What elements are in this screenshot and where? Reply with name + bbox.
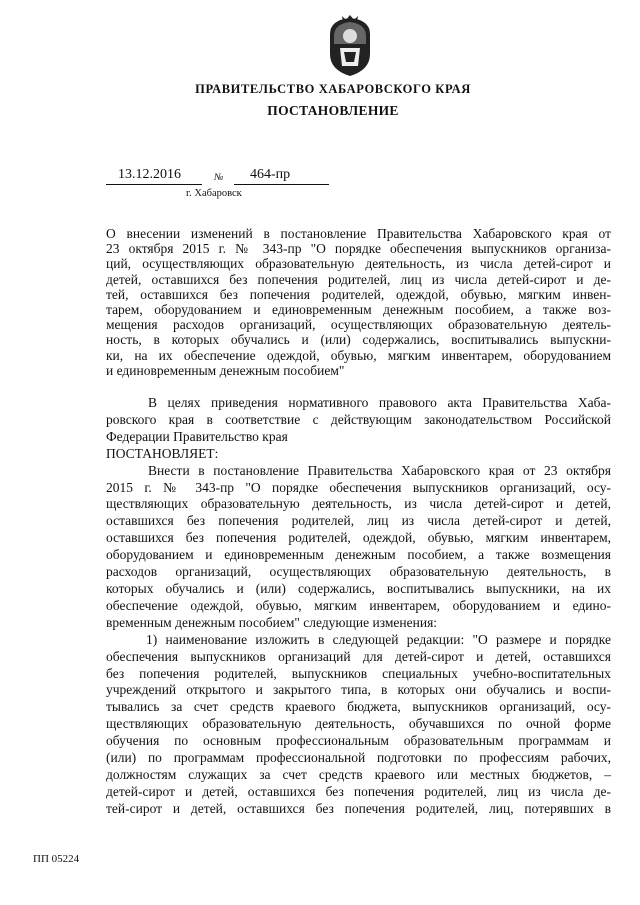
paragraph-line: учреждений открытого и закрытого типа, в которых они обучались и воспи- [106, 682, 611, 698]
subject-line: ки, на их обеспечение одеждой, обувью, мягким инвентарем, оборудованием [106, 347, 611, 363]
paragraph-line: (или) по программам профессиональной подготовки по профессиям рабочих, [106, 750, 611, 766]
paragraph-line: обеспечение одеждой, обувью, мягким инвентарем, оборудованием и едино- [106, 597, 611, 613]
document-subject [106, 226, 611, 378]
paragraph-line: 1) наименование изложить в следующей редакции: "О размере и порядке [146, 631, 611, 647]
preamble-line: В целях приведения нормативного правового акта Правительства Хаба- [148, 395, 611, 410]
paragraph-line: без попечения родителей, выпускников специальных учебно-воспитательных [106, 665, 611, 681]
subject-line: 23 октября 2015 г. № 343-пр "О порядке обеспечения выпускников организа- [106, 241, 611, 257]
government-name: ПРАВИТЕЛЬСТВО ХАБАРОВСКОГО КРАЯ [195, 82, 471, 96]
paragraph-line: временным денежным пособием" следующие изменения: [106, 614, 438, 630]
paragraph-line: оставшихся без попечения родителей, лиц из числа детей-сирот и детей, [106, 513, 611, 529]
paragraph-line: обучения по основным профессиональным образовательным программам и [106, 733, 611, 749]
paragraph-line: обеспечения выпускников организаций для детей-сирот и детей, оставшихся [106, 648, 611, 664]
coat-of-arms-emblem [324, 14, 376, 78]
paragraph-line: тывались за счет средств краевого бюджета, выпускников организаций, осу- [106, 699, 611, 715]
document-stamp-code: ПП 05224 [33, 853, 80, 865]
paragraph-line: Внести в постановление Правительства Хабаровского края от 23 октября [148, 462, 611, 478]
paragraph-line: которых обучались и (или) содержались, воспитывались выпускники, на их [106, 580, 611, 596]
subject-line: тарем, оборудованием и единовременным денежным пособием, а также воз- [106, 302, 611, 318]
subject-line: ций, осуществляющих образовательную деятельность, из числа детей-сирот и [106, 256, 611, 272]
decree-word: ПОСТАНОВЛЯЕТ: [106, 445, 219, 461]
document-city: г. Хабаровск [186, 188, 242, 199]
paragraph-line: ществляющих образовательную деятельность, из числа детей-сирот и детей, [106, 496, 611, 512]
paragraph-line: расходов организаций, осуществляющих образовательную деятельность, в [106, 564, 611, 580]
subject-line: детей, оставшихся без попечения родителей, лиц из числа детей-сирот и де- [106, 271, 611, 287]
subject-line: О внесении изменений в постановление Правительства Хабаровского края от [106, 226, 611, 241]
preamble-line: Федерации Правительство края [106, 428, 288, 444]
preamble-line: ровского края в соответствие с действующим законодательством Российской [106, 411, 611, 427]
document-date: 13.12.2016 [106, 167, 202, 185]
paragraph-line: 2015 г. № 343-пр "О порядке обеспечения выпускников организаций, осу- [106, 479, 611, 495]
paragraph-line: тей-сирот и детей, оставшихся без попечения родителей, лиц, потерявших в [106, 800, 611, 816]
paragraph-line: оборудованием и единовременным денежным пособием, а также возмещения [106, 547, 611, 563]
subject-line: тей, оставшихся без попечения родителей, одеждой, обувью, мягким инвен- [106, 286, 611, 302]
paragraph-line: детей-сирот и детей, оставшихся без попечения родителей, лиц из числа де- [106, 783, 611, 799]
subject-line: мещения расходов организаций, осуществляющих образовательную деятель- [106, 317, 611, 333]
subject-line: ность, в которых обучались и (или) содержались, воспитывались выпускни- [106, 332, 611, 348]
document-kind: ПОСТАНОВЛЕНИЕ [267, 103, 399, 118]
paragraph-line: ществляющих образовательную деятельность, обучавшихся по очной форме [106, 716, 611, 732]
document-number: 464-пр [234, 167, 329, 185]
document-body [106, 395, 611, 818]
number-sign: № [214, 172, 224, 183]
subject-line: и единовременным денежным пособием" [106, 362, 345, 378]
paragraph-line: оставшихся без попечения родителей, одеждой, обувью, мягким инвентарем, [106, 530, 611, 546]
paragraph-line: должностям служащих за счет средств краевого или местных бюджетов, – [106, 766, 611, 782]
